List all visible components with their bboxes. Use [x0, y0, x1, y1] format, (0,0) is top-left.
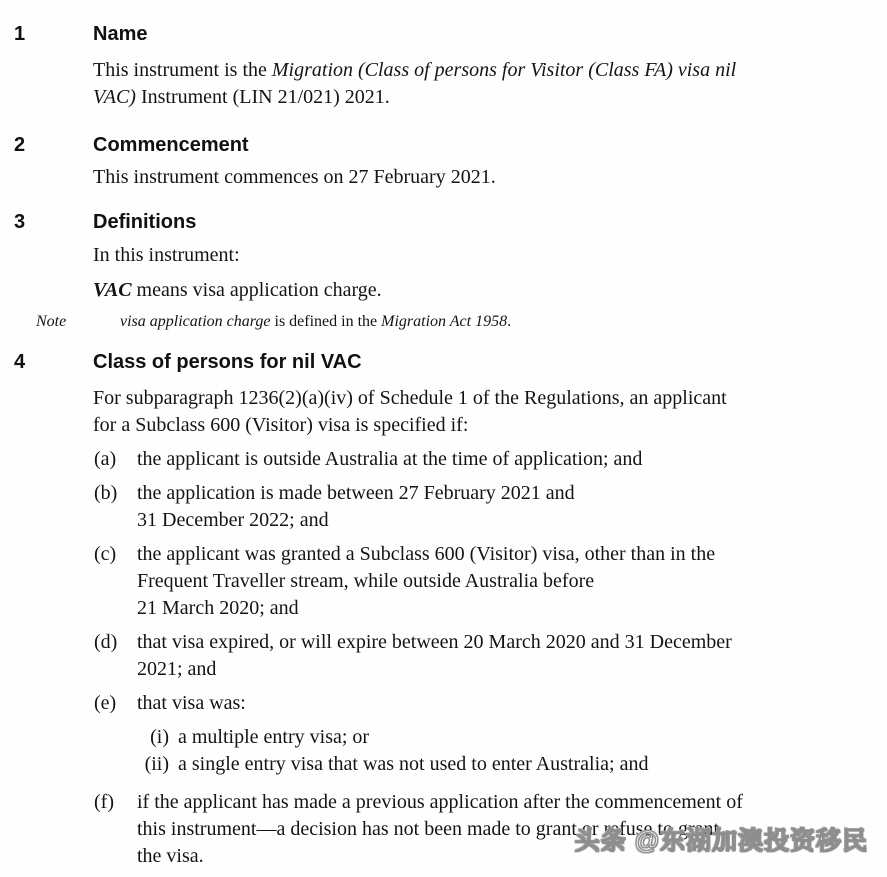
text-line: for a Subclass 600 (Visitor) visa is specified if:: [93, 414, 469, 436]
list-item-d: [93, 629, 862, 683]
subitem-marker: (i): [150, 726, 169, 748]
subitem-marker: (ii): [144, 753, 169, 775]
text-line: VAC means visa application charge.: [93, 279, 382, 301]
section-2-heading-row: [14, 132, 862, 159]
instrument-title-italic: Migration (Class of persons for Visitor (Class FA) visa nil: [271, 59, 737, 81]
list-item-e: [93, 690, 862, 717]
text-line: that visa expired, or will expire between 20 March 2020 and 31 December: [137, 631, 732, 653]
instrument-title-italic: VAC): [93, 86, 136, 108]
text-line: the application is made between 27 February 2021 and: [137, 482, 575, 504]
text-line: In this instrument:: [93, 244, 240, 266]
section-number: 2: [14, 134, 26, 156]
section-heading: Class of persons for nil VAC: [93, 351, 362, 373]
section-heading: Definitions: [93, 211, 197, 233]
paragraph-commencement: [93, 164, 862, 191]
section-number: 4: [14, 351, 26, 373]
item-marker: (c): [94, 543, 117, 565]
paragraph-instrument-name: [93, 57, 862, 111]
note-text: visa application charge is defined in the Migration Act 1958.: [120, 313, 512, 330]
list-item-c: [93, 541, 862, 622]
watermark-toutiao: 头条 @东湖加澳投资移民: [574, 827, 868, 855]
list-item-a: [93, 446, 862, 473]
text-line: a single entry visa that was not used to enter Australia; and: [178, 753, 649, 775]
note-row: [36, 311, 862, 333]
note-label: Note: [36, 313, 67, 330]
section-1-heading-row: [14, 21, 862, 48]
sub-item-i: [93, 724, 862, 751]
item-marker: (b): [94, 482, 118, 504]
text-line: This instrument is the Migration (Class of persons for Visitor (Class FA) visa nil: [93, 59, 737, 81]
text-line: the applicant was granted a Subclass 600 (Visitor) visa, other than in the: [137, 543, 716, 565]
paragraph-section4-lead: [93, 385, 862, 439]
section-heading: Commencement: [93, 134, 249, 156]
text-line: that visa was:: [137, 692, 246, 714]
paragraph-vac-definition: [93, 277, 862, 304]
sub-item-ii: [93, 751, 862, 778]
text-line: 2021; and: [137, 658, 217, 680]
text-line: if the applicant has made a previous application after the commencement of: [137, 791, 743, 813]
text-line: a multiple entry visa; or: [178, 726, 370, 748]
item-marker: (a): [94, 448, 117, 470]
list-item-b: [93, 480, 862, 534]
section-heading: Name: [93, 23, 148, 45]
item-marker: (f): [94, 791, 114, 813]
item-marker: (d): [94, 631, 118, 653]
section-3-heading-row: [14, 209, 862, 236]
text-line: VAC) Instrument (LIN 21/021) 2021.: [93, 86, 390, 108]
item-marker: (e): [94, 692, 117, 714]
text-line: the visa.: [137, 845, 204, 867]
text-line: For subparagraph 1236(2)(a)(iv) of Schedule 1 of the Regulations, an applicant: [93, 387, 727, 409]
defined-term: VAC: [93, 279, 132, 301]
section-number: 1: [14, 23, 26, 45]
text-line: this instrument—a decision has not been made to grant or refuse to grant: [137, 818, 720, 840]
text-line: the applicant is outside Australia at the time of application; and: [137, 448, 643, 470]
text-line: This instrument commences on 27 February 2021.: [93, 166, 496, 188]
text-line: 21 March 2020; and: [137, 597, 299, 619]
section-4-heading-row: [14, 349, 862, 376]
paragraph-definitions-intro: [93, 242, 862, 269]
text-line: 31 December 2022; and: [137, 509, 329, 531]
section-number: 3: [14, 211, 26, 233]
text-line: Frequent Traveller stream, while outside Australia before: [137, 570, 595, 592]
